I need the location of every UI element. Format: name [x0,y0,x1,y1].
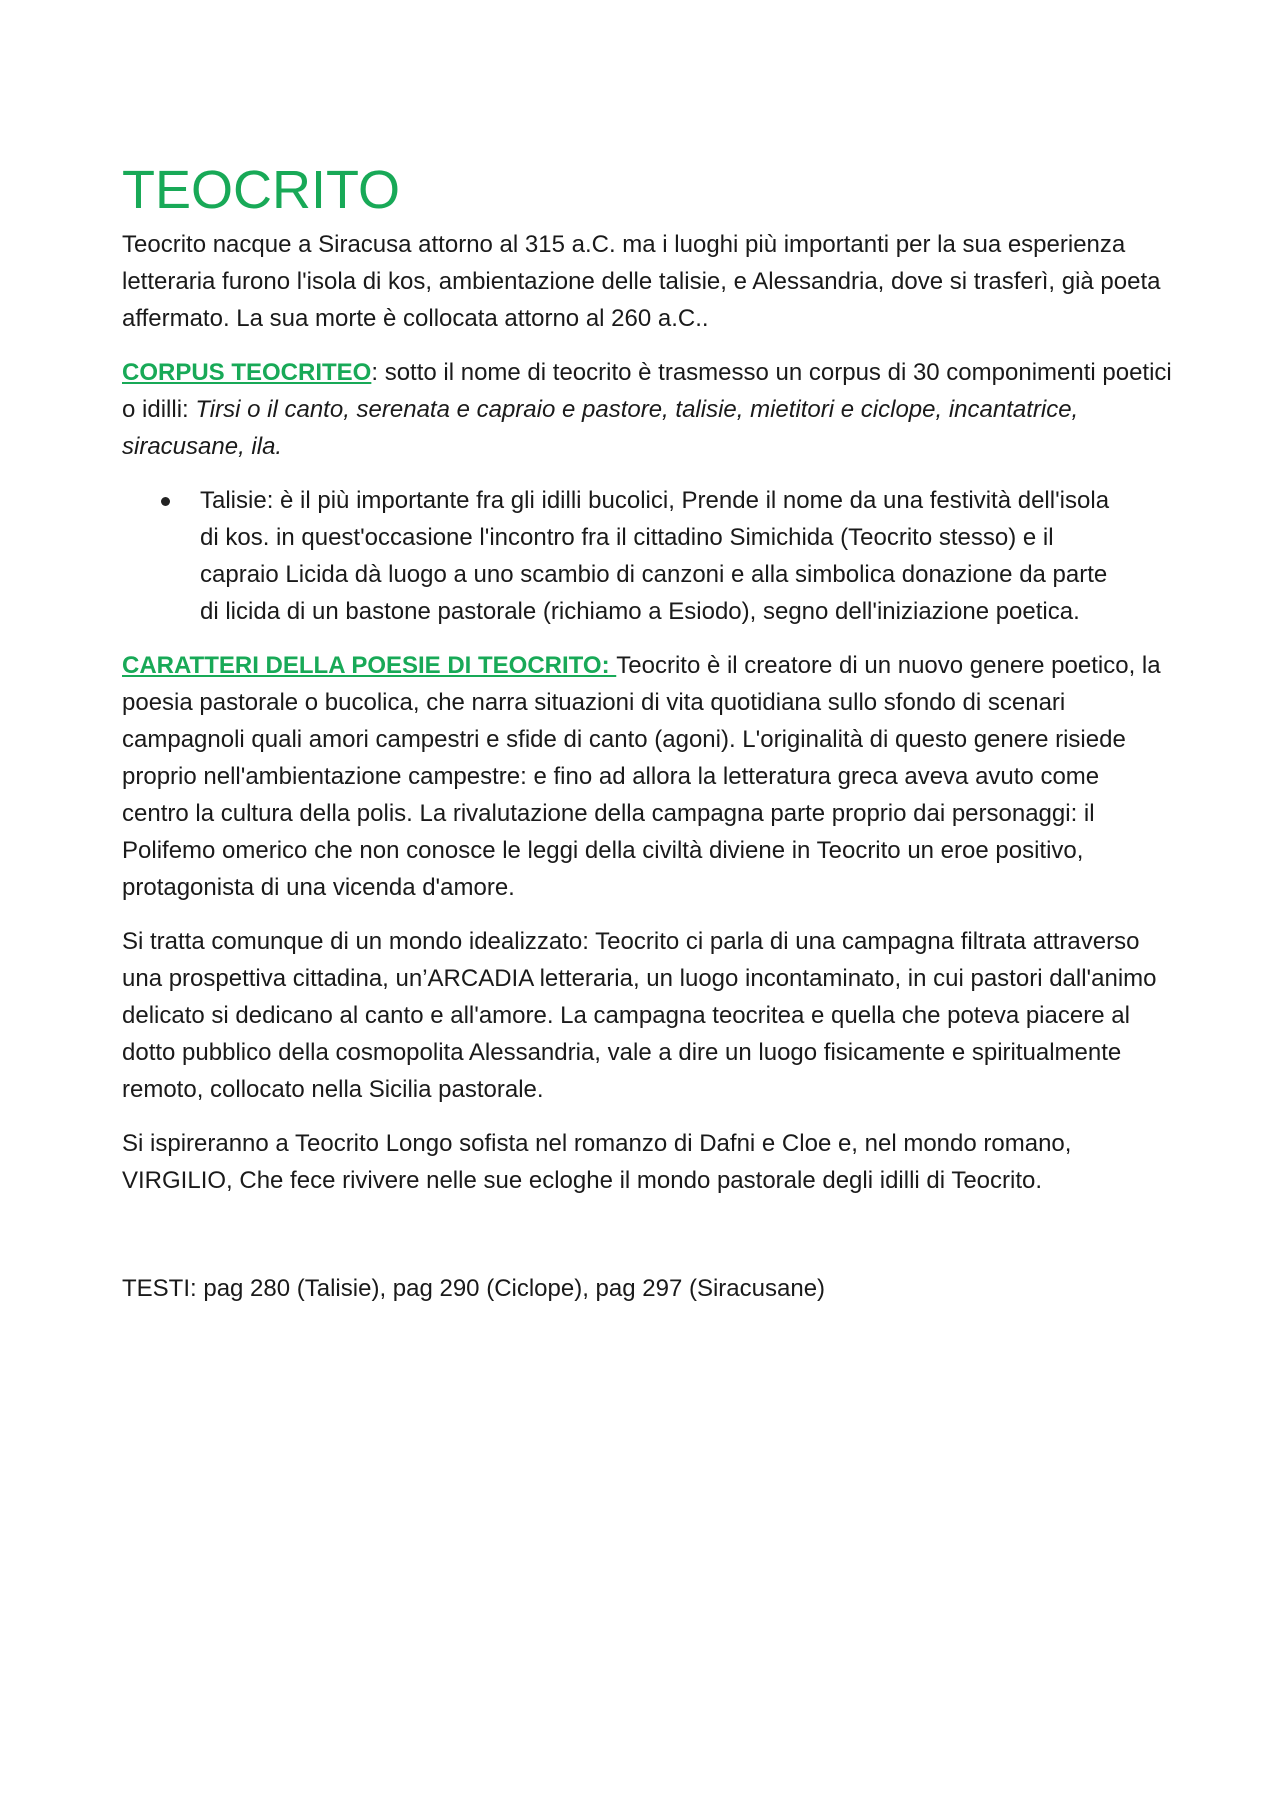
corpus-paragraph [122,354,1172,465]
corpus-heading: CORPUS TEOCRITEO [122,359,372,386]
influence-paragraph: Si ispireranno a Teocrito Longo sofista nel romanzo di Dafni e Cloe e, nel mondo romano, VIRGILIO, Che fece rivivere nelle sue ecloghe il mondo pastorale degli idilli di Teocrito. [122,1130,1072,1194]
spacer [122,1216,1172,1270]
document-page [122,160,1172,1324]
corpus-works-list: Tirsi o il canto, serenata e capraio e pastore, talisie, mietitori e ciclope, incantatrice, siracusane, ila. [122,396,1079,460]
caratteri-paragraph [122,647,1172,906]
idealized-world-paragraph: Si tratta comunque di un mondo idealizzato: Teocrito ci parla di una campagna filtrata attraverso una prospettiva cittadina, un’ARCADIA letteraria, un luogo incontaminato, in cui pastori dall'animo delicato si dedicano al canto e all'amore. La campagna teocritea e quella che poteva piacere al dotto pubblico della cosmopolita Alessandria, vale a dire un luogo fisicamente e spiritualmente remoto, collocato nella Sicilia pastorale. [122,928,1157,1103]
testi-references: TESTI: pag 280 (Talisie), pag 290 (Ciclope), pag 297 (Siracusane) [122,1275,826,1302]
page-title: TEOCRITO [122,160,401,220]
idilli-bullet-list [122,482,1172,630]
list-item [200,482,1172,630]
bullet-icon [161,497,170,506]
intro-paragraph: Teocrito nacque a Siracusa attorno al 315 a.C. ma i luoghi più importanti per la sua esperienza letteraria furono l'isola di kos, ambientazione delle talisie, e Alessandria, dove si trasferì, già poeta affermato. La sua morte è collocata attorno al 260 a.C.. [122,231,1161,332]
talisie-bullet-text: Talisie: è il più importante fra gli idilli bucolici, Prende il nome da una festività dell'isola di kos. in quest'occasione l'incontro fra il cittadino Simichida (Teocrito stesso) e il capraio Licida dà luogo a uno scambio di canzoni e alla simbolica donazione da parte di licida di un bastone pastorale (richiamo a Esiodo), segno dell'iniziazione poetica. [200,487,1110,625]
caratteri-text: Teocrito è il creatore di un nuovo genere poetico, la poesia pastorale o bucolica, che narra situazioni di vita quotidiana sullo sfondo di scenari campagnoli quali amori campestri e sfide di canto (agoni). L'originalità di questo genere risiede proprio nell'ambientazione campestre: e fino ad allora la letteratura greca aveva avuto come centro la cultura della polis. La rivalutazione della campagna parte proprio dai personaggi: il Polifemo omerico che non conosce le leggi della civiltà diviene in Teocrito un eroe positivo, protagonista di una vicenda d'amore. [122,652,1161,901]
corpus-text: : sotto il nome di teocrito è trasmesso un corpus di 30 componimenti poetici o idilli: [122,359,1172,423]
caratteri-heading: CARATTERI DELLA POESIE DI TEOCRITO: [122,652,617,679]
